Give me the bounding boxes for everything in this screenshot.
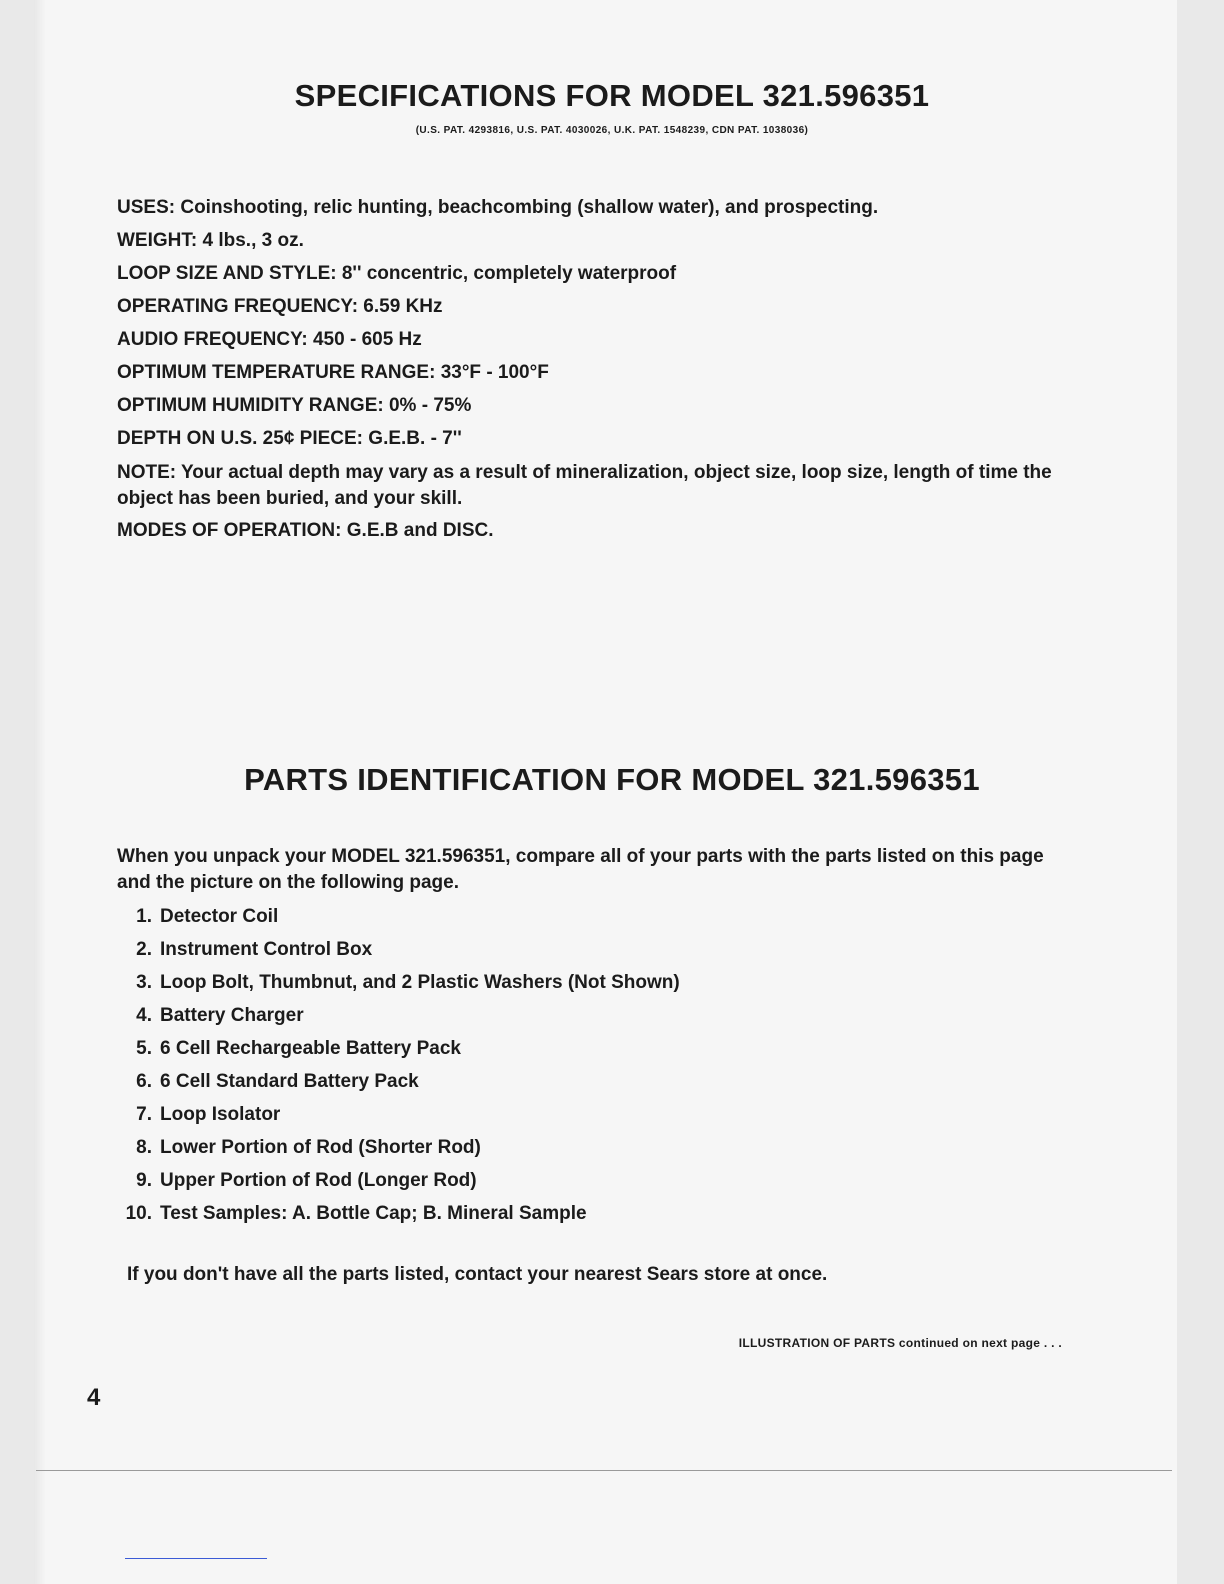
spec-weight: WEIGHT: 4 lbs., 3 oz. <box>117 230 304 251</box>
item-label: Loop Bolt, Thumbnut, and 2 Plastic Washers (Not Shown) <box>160 972 680 993</box>
list-item <box>110 905 278 929</box>
list-item <box>110 1070 419 1094</box>
list-item <box>110 1169 477 1193</box>
parts-intro: When you unpack your MODEL 321.596351, compare all of your parts with the parts listed on this page and the picture on the following page. <box>117 846 1044 893</box>
spec-modes: MODES OF OPERATION: G.E.B and DISC. <box>117 520 494 541</box>
item-number: 5. <box>136 1038 152 1059</box>
specifications-title: SPECIFICATIONS FOR MODEL 321.596351 <box>294 78 930 113</box>
continued-note: ILLUSTRATION OF PARTS continued on next page . . . <box>738 1336 1062 1350</box>
footer-link-line <box>125 1558 267 1559</box>
patent-numbers: (U.S. PAT. 4293816, U.S. PAT. 4030026, U.K. PAT. 1548239, CDN PAT. 1038036) <box>415 125 809 136</box>
spec-humidity-range: OPTIMUM HUMIDITY RANGE: 0% - 75% <box>117 395 472 416</box>
spec-loop-size: LOOP SIZE AND STYLE: 8'' concentric, completely waterproof <box>117 263 677 284</box>
spec-note: NOTE: Your actual depth may vary as a result of mineralization, object size, loop size, length of time the object has been buried, and your skill. <box>117 462 1052 509</box>
bottom-divider <box>36 1470 1172 1471</box>
list-item <box>110 971 680 995</box>
page-number: 4 <box>87 1384 101 1411</box>
item-number: 8. <box>136 1137 152 1158</box>
item-label: Detector Coil <box>160 906 279 927</box>
list-item <box>110 938 372 962</box>
parts-title: PARTS IDENTIFICATION FOR MODEL 321.596351 <box>244 762 980 797</box>
spec-uses: USES: Coinshooting, relic hunting, beachcombing (shallow water), and prospecting. <box>117 197 879 218</box>
item-number: 10. <box>125 1203 152 1224</box>
list-item <box>110 1037 461 1061</box>
list-item <box>110 1103 280 1127</box>
item-number: 4. <box>136 1005 152 1026</box>
item-label: Battery Charger <box>160 1005 304 1026</box>
item-label: Upper Portion of Rod (Longer Rod) <box>160 1170 477 1191</box>
item-label: Test Samples: A. Bottle Cap; B. Mineral Sample <box>160 1203 587 1224</box>
item-number: 9. <box>136 1170 152 1191</box>
item-number: 6. <box>136 1071 152 1092</box>
parts-closing-note: If you don't have all the parts listed, contact your nearest Sears store at once. <box>127 1264 828 1285</box>
list-item <box>110 1004 304 1028</box>
spec-operating-frequency: OPERATING FREQUENCY: 6.59 KHz <box>117 296 443 317</box>
item-label: Lower Portion of Rod (Shorter Rod) <box>160 1137 481 1158</box>
item-label: Loop Isolator <box>160 1104 281 1125</box>
spec-audio-frequency: AUDIO FREQUENCY: 450 - 605 Hz <box>117 329 422 350</box>
spec-depth: DEPTH ON U.S. 25¢ PIECE: G.E.B. - 7'' <box>117 428 462 449</box>
item-label: 6 Cell Standard Battery Pack <box>160 1071 419 1092</box>
item-number: 2. <box>136 939 152 960</box>
item-label: Instrument Control Box <box>160 939 373 960</box>
item-label: 6 Cell Rechargeable Battery Pack <box>160 1038 461 1059</box>
item-number: 3. <box>136 972 152 993</box>
list-item <box>110 1136 481 1160</box>
item-number: 7. <box>136 1104 152 1125</box>
item-number: 1. <box>136 906 152 927</box>
spec-temperature-range: OPTIMUM TEMPERATURE RANGE: 33°F - 100°F <box>117 362 549 383</box>
list-item <box>110 1202 587 1226</box>
